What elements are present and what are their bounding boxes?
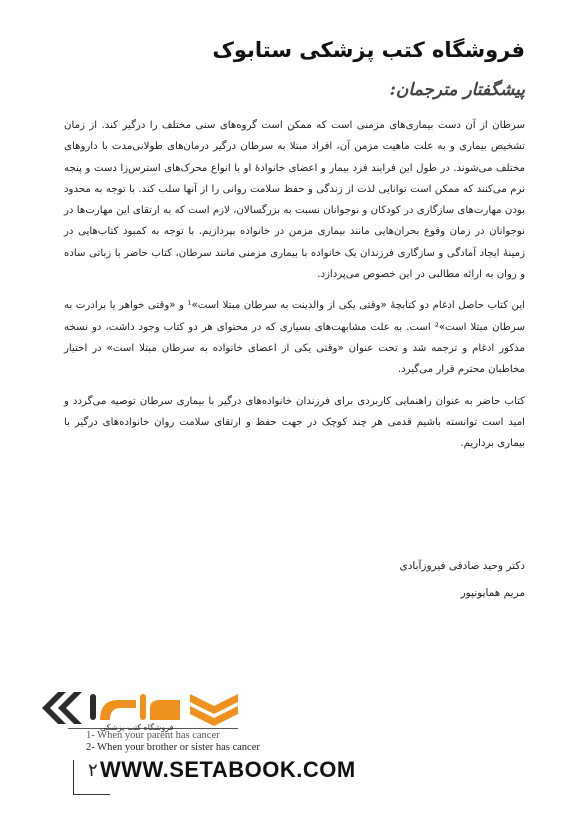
logo-tagline: فروشگاه کتب پزشکی bbox=[100, 723, 174, 732]
section-heading: پیشگفتار مترجمان: bbox=[389, 80, 525, 100]
paragraph-3: کتاب حاضر به عنوان راهنمایی کاربردی برای فرزندان خانواده‌های درگیر با بیماری سرطان توصیه می‌گردد و امید است توانسته باشیم قدمی هر چند کوچک در جهت حفظ و ارتقای سلامت روان خانواده‌های درگیر با بیماری برداریم. bbox=[64, 395, 525, 450]
translator-name-2: مریم همایونپور bbox=[460, 587, 525, 599]
website-url: WWW.SETABOOK.COM bbox=[100, 757, 356, 782]
translator-name-1: دکتر وحید صادقی فیروزآبادی bbox=[399, 560, 525, 572]
page-number: ۲ bbox=[88, 760, 98, 781]
preface-body bbox=[64, 115, 525, 464]
translator-signatures bbox=[399, 553, 525, 607]
footnote-1: 1- When your parent has cancer bbox=[86, 730, 220, 741]
paragraph-1: سرطان از آن دست بیماری‌های مزمنی است که ممکن است گروه‌های سنی مختلف را درگیر کند. از زمان تشخیص بیماری و به علت ماهیت مزمن آن، افراد مبتلا به سرطان درگیر درمان‌های طولانی‌مدت با داروهای مختلف می‌شوند. در طول این فرایند فرد بیمار و اعضای خانوادهٔ او با انواع محرک‌های استرس‌زا دست و پنجه نرم می‌کنند که ممکن است توانایی لذت از زندگی و حفظ سلامت روانی را از آنها سلب کند. با توجه به محدود بودن مهارت‌های سازگاری در کودکان و نوجوانان نسبت به بزرگسالان، لازم است که به ارتقای این مهارت‌ها در نوجوانان در زمان وقوع بحران‌هایی مانند بیماری مزمن در خانواده بپردازیم. با توجه به کمبود کتاب‌هایی در زمینهٔ ایجاد آمادگی و سازگاری فرزندان یک خانواده با بیماری مزمنی مانند سرطان، کتاب حاضر با زبانی ساده و روان به ارائه مطالبی در این خصوص می‌پردازد. bbox=[64, 120, 525, 281]
footnote-2: 2- When your brother or sister has cancer bbox=[86, 742, 260, 753]
store-title: فروشگاه کتب پزشکی ستابوک bbox=[212, 38, 525, 62]
paragraph-2: این کتاب حاصل ادغام دو کتابچهٔ «وقتی یکی از والدینت به سرطان مبتلا است»¹ و «وقتی خواهر یا برادرت به سرطان مبتلا است»² است. به علت مشابهت‌های بسیاری که در محتوای هر دو کتاب وجود داشت، دو نسخه مذکور ادغام و ترجمه شد و تحت عنوان «وقتی یکی از اعضای خانواده به سرطان مبتلا است» در اختیار مخاطبان محترم قرار می‌گیرد. bbox=[64, 300, 525, 376]
